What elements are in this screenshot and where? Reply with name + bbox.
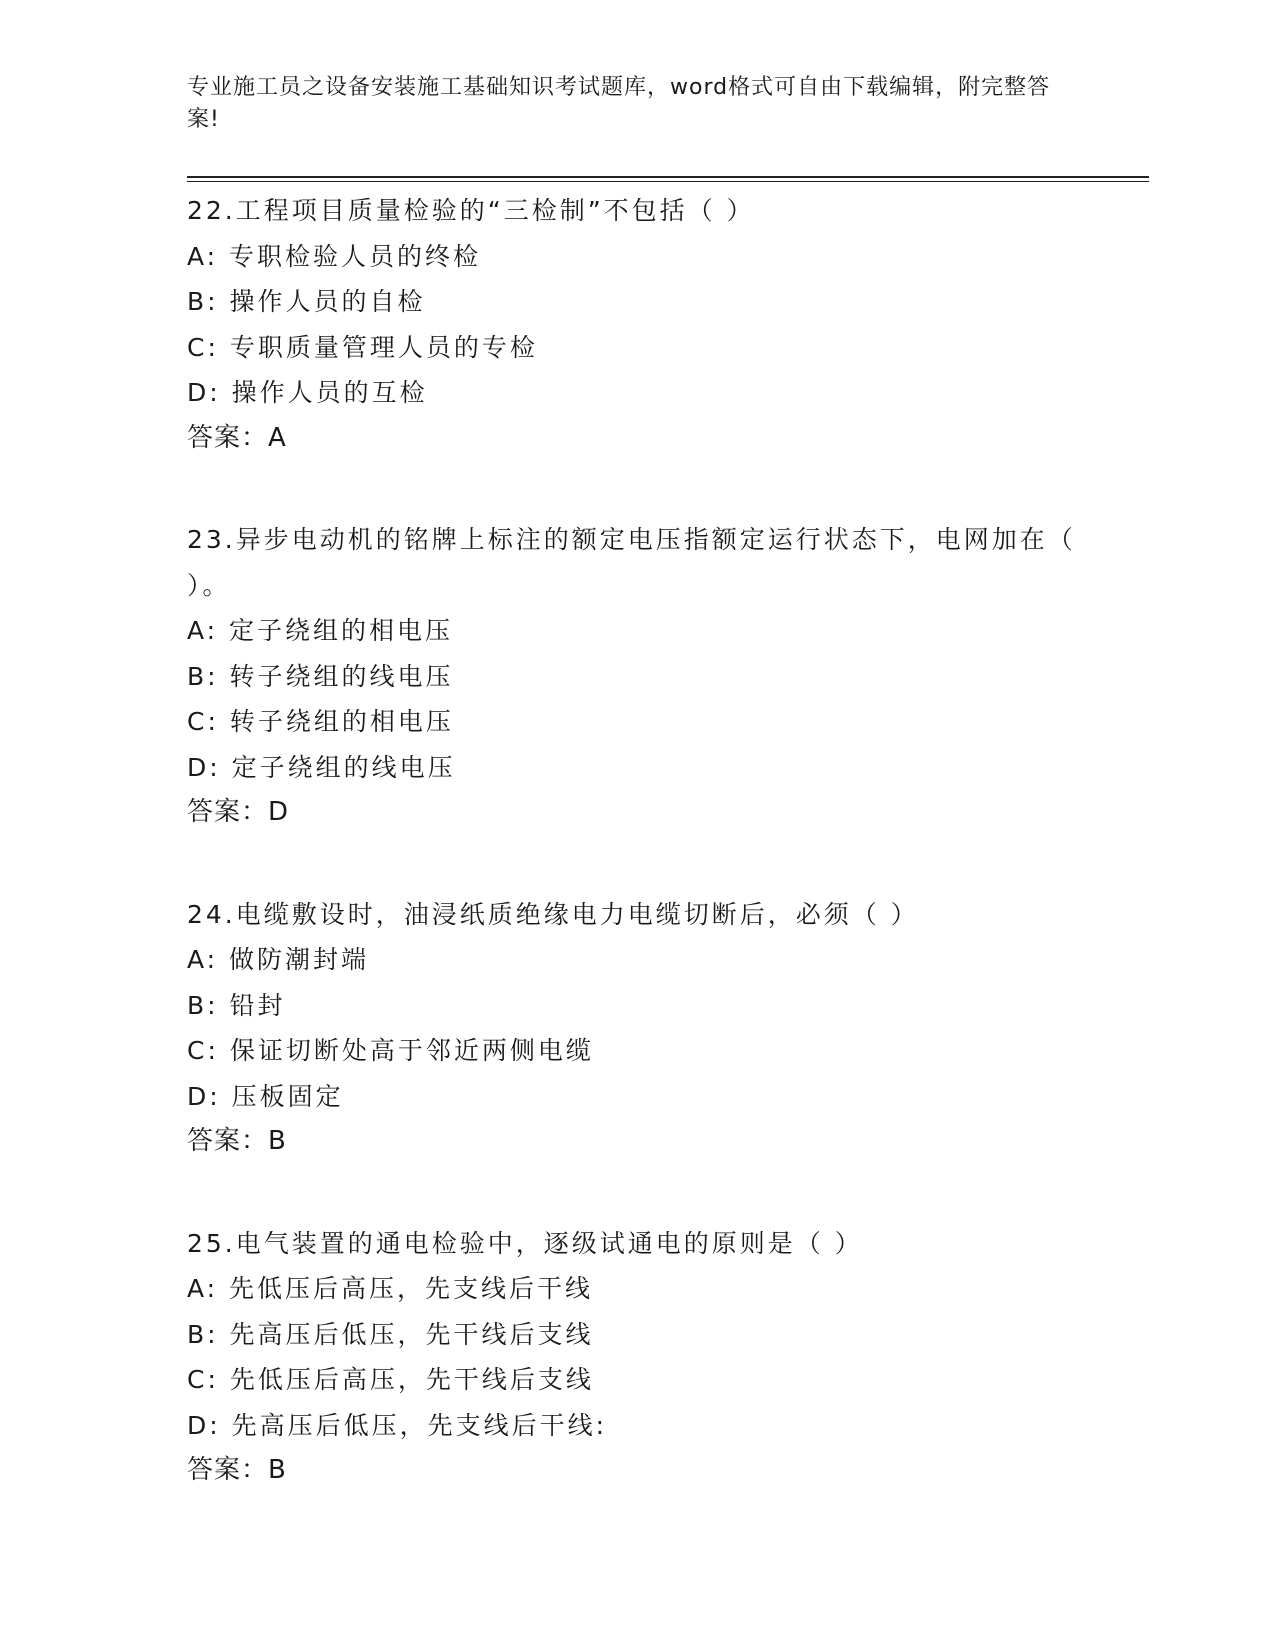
question-22 bbox=[187, 188, 1087, 461]
question-stem: 24.电缆敷设时，油浸纸质绝缘电力电缆切断后，必须（ ） bbox=[187, 899, 919, 929]
option-b: B: 操作人员的自检 bbox=[187, 287, 426, 316]
option-b: B: 铅封 bbox=[187, 990, 286, 1020]
header-divider-thin bbox=[187, 181, 1149, 182]
option-c: C: 转子绕组的相电压 bbox=[187, 707, 454, 736]
header-divider-thick bbox=[187, 176, 1149, 178]
option-c: C: 先低压后高压，先干线后支线 bbox=[187, 1365, 594, 1394]
question-24 bbox=[187, 892, 1087, 1165]
answer-label: 答案：B bbox=[187, 1455, 287, 1485]
question-25 bbox=[187, 1221, 1087, 1494]
question-23 bbox=[187, 517, 1087, 836]
option-a: A: 先低压后高压，先支线后干线 bbox=[187, 1274, 594, 1303]
option-a: A: 专职检验人员的终检 bbox=[187, 241, 482, 271]
option-a: A: 定子绕组的相电压 bbox=[187, 616, 454, 645]
option-d: D: 先高压后低压，先支线后干线: bbox=[187, 1410, 608, 1440]
option-d: D: 压板固定 bbox=[187, 1081, 344, 1111]
answer-label: 答案：A bbox=[187, 422, 287, 453]
option-a: A: 做防潮封端 bbox=[187, 945, 370, 974]
question-stem: 23.异步电动机的铭牌上标注的额定电压指额定运行状态下，电网加在（ ）。 bbox=[187, 525, 1076, 600]
option-b: B: 先高压后低压，先干线后支线 bbox=[187, 1319, 594, 1349]
option-b: B: 转子绕组的线电压 bbox=[187, 661, 454, 691]
question-stem: 22.工程项目质量检验的“三检制”不包括（ ） bbox=[187, 196, 755, 225]
answer-label: 答案：D bbox=[187, 797, 290, 827]
question-list bbox=[187, 188, 1087, 1550]
answer-label: 答案：B bbox=[187, 1126, 287, 1156]
option-c: C: 保证切断处高于邻近两侧电缆 bbox=[187, 1036, 594, 1065]
document-header: 专业施工员之设备安装施工基础知识考试题库，word格式可自由下载编辑，附完整答案! bbox=[187, 75, 1051, 132]
option-d: D: 操作人员的互检 bbox=[187, 378, 428, 407]
question-stem: 25.电气装置的通电检验中，逐级试通电的原则是（ ） bbox=[187, 1228, 863, 1258]
option-c: C: 专职质量管理人员的专检 bbox=[187, 332, 538, 362]
option-d: D: 定子绕组的线电压 bbox=[187, 752, 456, 782]
